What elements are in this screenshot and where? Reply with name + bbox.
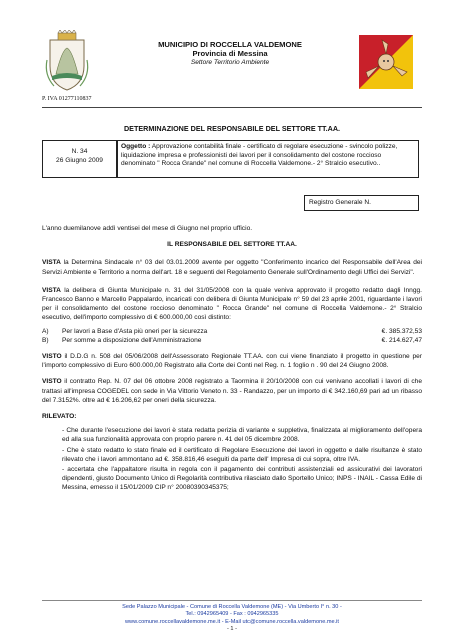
- sicily-region-crest-icon: [358, 34, 414, 90]
- municipality-name: MUNICIPIO DI ROCCELLA VALDEMONE: [158, 40, 302, 49]
- visto-text: il contratto Rep. N. 07 del 06 ottobre 2008 registrato a Taormina il 20/10/2008 con cui venivano accollati i lavori di che trattasi all'impresa COGEDEL con sede in Via Vittorio Veneto n. 33 - Randazzo, per un importo di € 342.160,69 pari ad un ribasso del 7.3152%. oltre ad € 16.206,62 per oneri della sicurezza.: [42, 378, 422, 404]
- amount-value: €. 214.627,47: [381, 336, 422, 344]
- intro-paragraph: L'anno duemilanove addì ventisei del mese di Giugno nel proprio ufficio.: [42, 225, 253, 232]
- amount-row-b: [42, 336, 422, 345]
- vista-label: VISTA: [42, 286, 61, 294]
- footer-web-email: www.comune.roccellavaldemone.me.it - E-Mail utc@comune.roccella.valdemone.me.it: [125, 618, 339, 625]
- rilevato-list: [42, 426, 422, 492]
- rilevato-item: - Che è stato redatto lo stato finale ed il certificato di Regolare Esecuzione dei lavori in oggetto e dalle risultanze è stato rilevato che i lavori ammontano ad €. 358.816,46 eseguiti da parte dell' Impresa di cui sopra, oltre IVA.: [62, 446, 422, 463]
- vista-paragraph-1: [42, 258, 422, 276]
- amount-description: Per somme a disposizione dell'Amministrazione: [62, 336, 202, 344]
- amount-value: €. 385.372,53: [381, 327, 422, 335]
- page-footer: [42, 604, 422, 634]
- rilevato-heading: RILEVATO:: [42, 413, 77, 421]
- amount-description: Per lavori a Base d'Asta più oneri per la sicurezza: [62, 327, 208, 335]
- page-number: - 1 -: [227, 626, 237, 633]
- visto-label: VISTO: [42, 353, 62, 361]
- visto-label: VISTO: [42, 378, 62, 386]
- footer-phone: Tel.: 0942965409 - Fax : 0942965335: [185, 611, 279, 618]
- determination-number-box: [42, 140, 117, 178]
- responsabile-heading: IL RESPONSABILE DEL SETTORE TT.AA.: [167, 241, 297, 249]
- amount-letter: B): [42, 336, 49, 344]
- general-register-box: Registro Generale N.: [304, 195, 419, 211]
- vista-text: la Determina Sindacale n° 03 del 03.01.2009 avente per oggetto "Conferimento incarico del Responsabile dell'Area dei Servizi Ambiente e Territorio a norma dell'art. 18 e seguenti del Regolamento Generale sull'Ordinamento degli Uffici dei Servizi".: [42, 259, 422, 276]
- footer-divider: [42, 600, 422, 601]
- document-title: DETERMINAZIONE DEL RESPONSABILE DEL SETTORE TT.AA.: [123, 124, 341, 133]
- subject-box: [117, 140, 419, 178]
- province-name: Provincia di Messina: [192, 49, 268, 58]
- rilevato-item: - accertata che l'appaltatore risulta in regola con il pagamento dei contributi assistenziali ed assicurativi dei lavoratori dipendenti, giusto Documento Unico di Regolarità contributiva rilasciato dallo Sportello Unico; INPS - INAIL - Cassa Edile di Messina, emesso il 15/01/2009 CIP n° 20080390345375;: [62, 466, 422, 492]
- visto-paragraph-1: [42, 352, 422, 370]
- sector-name: Settore Territorio Ambiente: [190, 59, 270, 66]
- rilevato-item: - Che durante l'esecuzione dei lavori è stata redatta perizia di variante e suppletiva, finalizzata al miglioramento dell'opera ed alla sua funzionalità approvata con proprio parere n. 41 del 05 dicembre 2008.: [62, 427, 422, 444]
- subject-label: Oggetto :: [121, 143, 151, 150]
- header-divider: [42, 107, 422, 108]
- letterhead: [120, 40, 340, 67]
- visto-paragraph-2: [42, 377, 422, 405]
- determination-date: 26 Giugno 2009: [56, 157, 103, 164]
- footer-address: Sede Palazzo Municipale - Comune di Roccella Valdemone (ME) - Via Umberto I° n. 30 -: [122, 604, 342, 610]
- document-body: [42, 224, 422, 493]
- determination-number: N. 34: [71, 148, 88, 155]
- visto-text: il D.D.G n. 508 del 05/06/2008 dell'Assessorato Regionale TT.AA. con cui viene finanziato il progetto in questione per l'importo complessivo di Euro 600.000,00 Registrato alla Corte dei Conti nel Reg. n. 1 foglio n . 90 del 24 Giugno 2008.: [42, 353, 422, 370]
- amount-row-a: [42, 327, 422, 336]
- vat-number: P. IVA 01277110837: [42, 96, 92, 102]
- municipal-crest-icon: [42, 30, 92, 92]
- vista-label: VISTA: [42, 259, 61, 267]
- amount-letter: A): [42, 327, 49, 335]
- subject-text: Approvazione contabilità finale - certificato di regolare esecuzione - svincolo polizze, liquidazione impresa e professionisti dei lavori per il consolidamento del costone roccioso denominato " Rocca Grande" nel comune di Roccella Valdemone.- 2° Stralcio esecutivo..: [121, 143, 398, 168]
- vista-text: la delibera di Giunta Municipale n. 31 del 31/05/2008 con la quale veniva approvato il progetto redatto dagli Inngg. Francesco Banno e Marcello Pappalardo, incaricati con delibera di Giunta Municipale n° 59 del 23 aprile 2001, riguardante i lavori per il consolidamento del costone roccioso denominato " Rocca Grande" nel comune di Roccella Valdemone.- 2° Stralcio esecutivo, dell'importo complessivo di € 600.000,00 così distinto:: [42, 286, 422, 322]
- vista-paragraph-2: [42, 286, 422, 323]
